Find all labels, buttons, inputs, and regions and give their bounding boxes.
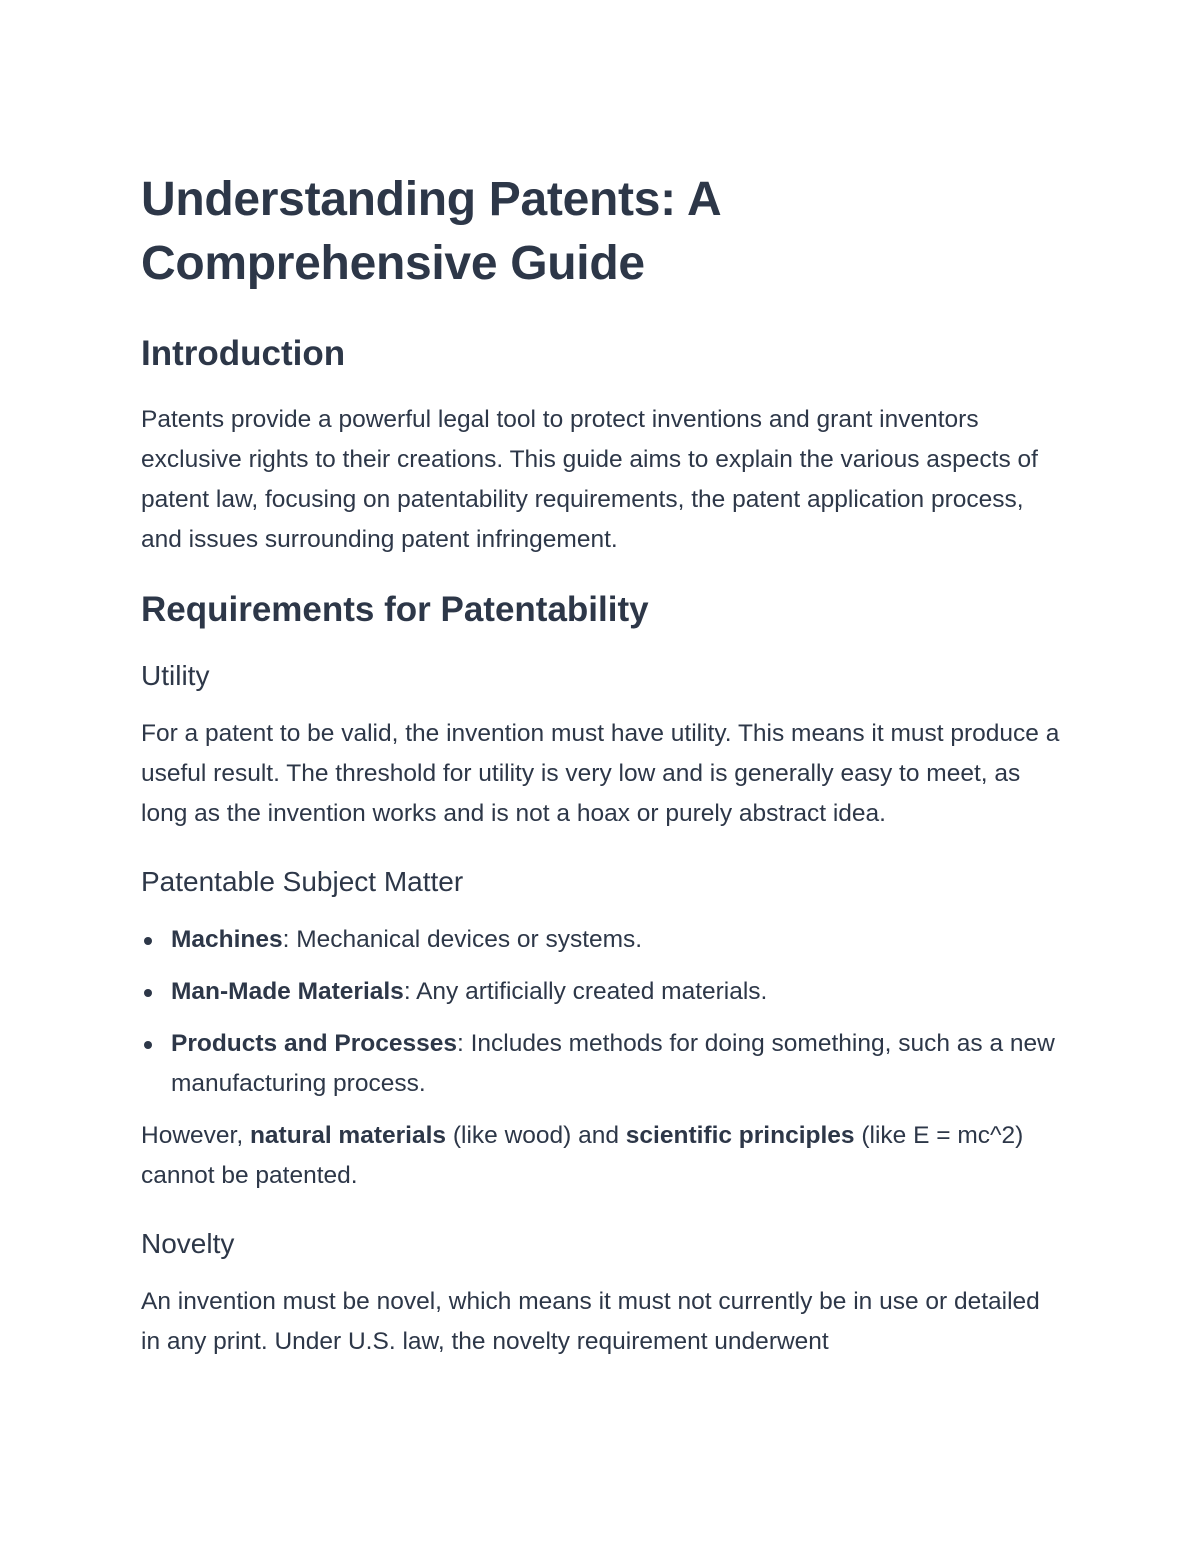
paragraph-novelty: An invention must be novel, which means it must not currently be in use or detailed in any print. Under U.S. law, the novelty requirement underwent bbox=[141, 1288, 1040, 1355]
exclusions-bold-scientific: scientific principles bbox=[625, 1122, 855, 1149]
list-item-term: Products and Processes bbox=[171, 1030, 457, 1057]
section-introduction bbox=[141, 332, 1060, 560]
list-item-desc: : Any artificially created materials. bbox=[403, 978, 768, 1005]
list-item bbox=[141, 972, 1060, 1012]
list-item bbox=[141, 1024, 1060, 1104]
bullet-icon bbox=[144, 937, 152, 945]
heading-requirements: Requirements for Patentability bbox=[141, 590, 649, 629]
paragraph-exclusions bbox=[141, 1116, 1060, 1196]
list-item-term: Man-Made Materials bbox=[171, 978, 404, 1005]
heading-novelty: Novelty bbox=[141, 1228, 235, 1259]
list-item-desc: : Includes methods for doing something, such as a new manufacturing process. bbox=[171, 1030, 1055, 1097]
exclusions-text-2: (like wood) and bbox=[446, 1122, 626, 1149]
exclusions-text-3: (like E = mc^2) cannot be patented. bbox=[141, 1122, 1024, 1189]
list-item-term: Machines bbox=[171, 926, 283, 953]
list-item bbox=[141, 920, 1060, 960]
subject-matter-list bbox=[141, 920, 1060, 1104]
heading-subject-matter: Patentable Subject Matter bbox=[141, 866, 464, 897]
list-item-desc: : Mechanical devices or systems. bbox=[282, 926, 643, 953]
exclusions-bold-natural: natural materials bbox=[249, 1122, 447, 1149]
heading-utility: Utility bbox=[141, 660, 210, 691]
page-title: Understanding Patents: A Comprehensive Guide bbox=[141, 173, 720, 290]
heading-introduction: Introduction bbox=[141, 334, 346, 373]
bullet-icon bbox=[144, 989, 152, 997]
paragraph-utility: For a patent to be valid, the invention must have utility. This means it must produce a useful result. The threshold for utility is very low and is generally easy to meet, as long as the invention works and is not a hoax or purely abstract idea. bbox=[141, 720, 1060, 827]
bullet-icon bbox=[144, 1041, 152, 1049]
exclusions-text-1: However, bbox=[141, 1122, 250, 1149]
paragraph-introduction: Patents provide a powerful legal tool to protect inventions and grant inventors exclusive rights to their creations. This guide aims to explain the various aspects of patent law, focusing on patentability requirements, the patent application process, and issues surrounding patent infringement. bbox=[141, 406, 1038, 553]
section-requirements bbox=[141, 588, 1060, 1362]
